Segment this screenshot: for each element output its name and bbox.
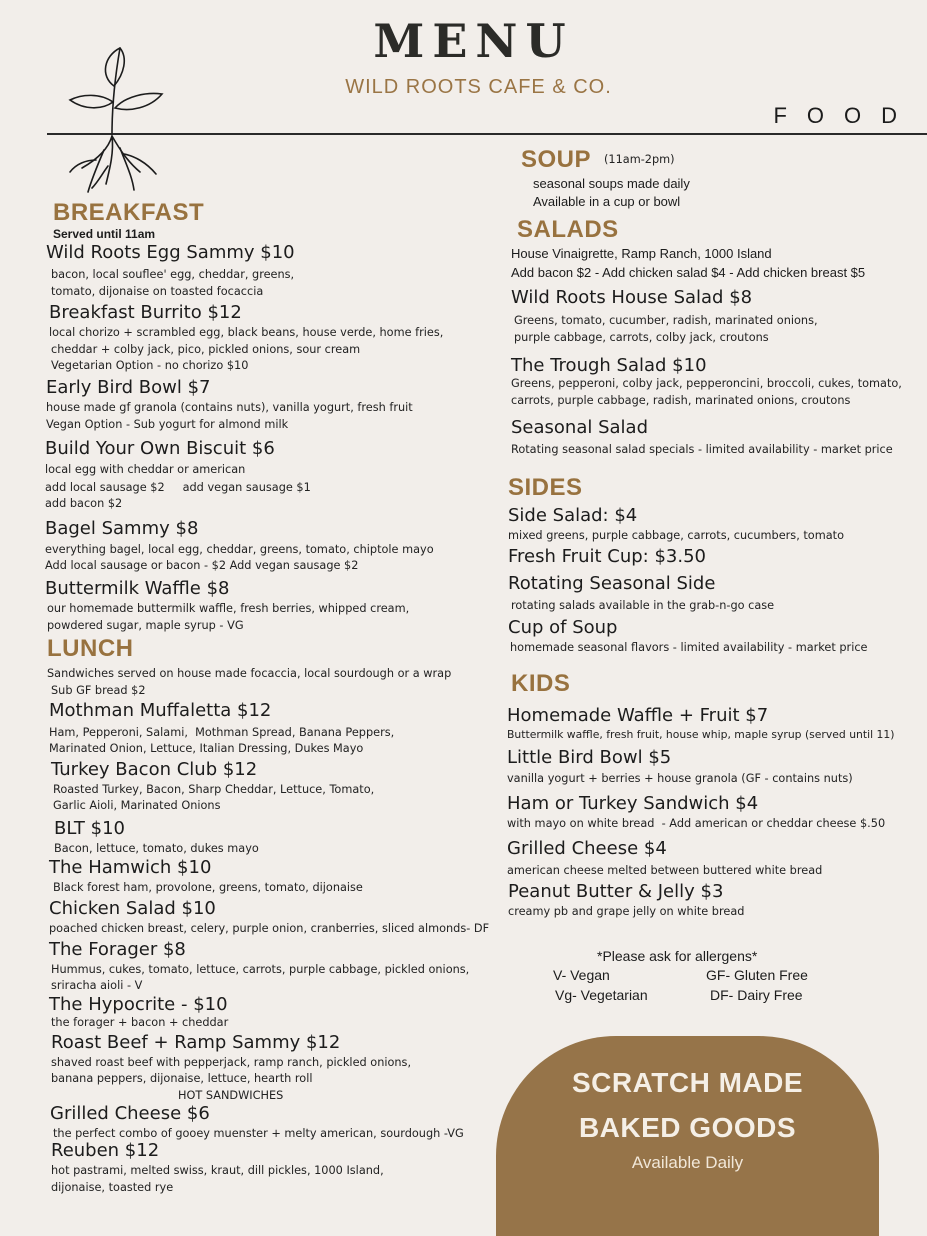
item-fresh-fruit-cup: Fresh Fruit Cup: $3.50 xyxy=(508,546,706,567)
soup-heading: SOUP xyxy=(521,146,592,173)
salads-dressings: House Vinaigrette, Ramp Ranch, 1000 Island xyxy=(511,246,772,261)
salads-add-ons: Add bacon $2 - Add chicken salad $4 - Add chicken breast $5 xyxy=(511,265,866,280)
item-description: Buttermilk waffle, fresh fruit, house whip, maple syrup (served until 11) xyxy=(507,728,895,741)
item-description: banana peppers, dijonaise, lettuce, hearth roll xyxy=(51,1072,313,1085)
item-the-trough-salad: The Trough Salad $10 xyxy=(511,355,707,376)
item-turkey-bacon-club: Turkey Bacon Club $12 xyxy=(51,759,258,780)
item-mothman-muffaletta: Mothman Muffaletta $12 xyxy=(49,700,272,721)
item-wild-roots-egg-sammy: Wild Roots Egg Sammy $10 xyxy=(46,242,295,263)
item-description: Hummus, cukes, tomato, lettuce, carrots, purple cabbage, pickled onions, xyxy=(51,963,470,976)
item-description: american cheese melted between buttered white bread xyxy=(507,864,823,877)
allergens-title: *Please ask for allergens* xyxy=(597,948,758,964)
item-description: mixed greens, purple cabbage, carrots, cucumbers, tomato xyxy=(508,529,844,542)
item-side-salad: Side Salad: $4 xyxy=(508,505,638,526)
item-description: everything bagel, local egg, cheddar, greens, tomato, chiptole mayo xyxy=(45,543,434,556)
lunch-note: Sandwiches served on house made focaccia, local sourdough or a wrap xyxy=(47,667,452,680)
item-description: Bacon, lettuce, tomato, dukes mayo xyxy=(54,842,259,855)
item-description: purple cabbage, carrots, colby jack, croutons xyxy=(514,331,769,344)
item-description: local chorizo + scrambled egg, black beans, house verde, home fries, xyxy=(49,326,444,339)
item-the-forager: The Forager $8 xyxy=(49,939,186,960)
item-description: local egg with cheddar or american xyxy=(45,463,246,476)
item-peanut-butter-jelly: Peanut Butter & Jelly $3 xyxy=(508,881,724,902)
item-description: Greens, pepperoni, colby jack, pepperoncini, broccoli, cukes, tomato, xyxy=(511,377,902,390)
item-description: tomato, dijonaise on toasted focaccia xyxy=(51,285,264,298)
item-description: Greens, tomato, cucumber, radish, marinated onions, xyxy=(514,314,818,327)
sides-heading: SIDES xyxy=(508,474,583,501)
allergen-vegetarian: Vg- Vegetarian xyxy=(555,987,648,1003)
food-label: FOOD xyxy=(773,103,917,128)
item-add-ons: add bacon $2 xyxy=(45,497,123,510)
item-add-ons: Add local sausage or bacon - $2 Add vegan sausage $2 xyxy=(45,559,359,572)
item-description: shaved roast beef with pepperjack, ramp ranch, pickled onions, xyxy=(51,1056,412,1069)
item-description: our homemade buttermilk waffle, fresh berries, whipped cream, xyxy=(47,602,410,615)
baked-goods-subtitle: Available Daily xyxy=(631,1153,744,1172)
lunch-note: Sub GF bread $2 xyxy=(51,684,146,697)
item-description: carrots, purple cabbage, radish, marinated onions, croutons xyxy=(511,394,851,407)
item-little-bird-bowl: Little Bird Bowl $5 xyxy=(507,747,672,768)
item-buttermilk-waffle: Buttermilk Waffle $8 xyxy=(45,578,230,599)
item-ham-or-turkey-sandwich: Ham or Turkey Sandwich $4 xyxy=(507,793,759,814)
item-description: hot pastrami, melted swiss, kraut, dill pickles, 1000 Island, xyxy=(51,1164,384,1177)
kids-heading: KIDS xyxy=(511,670,571,697)
item-seasonal-salad: Seasonal Salad xyxy=(511,417,648,438)
item-bagel-sammy: Bagel Sammy $8 xyxy=(45,518,199,539)
item-description: Roasted Turkey, Bacon, Sharp Cheddar, Lettuce, Tomato, xyxy=(53,783,375,796)
item-add-ons: add local sausage $2 add vegan sausage $1 xyxy=(45,481,311,494)
menu-title: MENU xyxy=(373,14,574,68)
item-the-hamwich: The Hamwich $10 xyxy=(49,857,212,878)
item-description: the perfect combo of gooey muenster + melty american, sourdough -VG xyxy=(53,1127,464,1140)
baked-goods-line2: BAKED GOODS xyxy=(578,1112,797,1143)
item-description: vanilla yogurt + berries + house granola (GF - contains nuts) xyxy=(507,772,853,785)
item-blt: BLT $10 xyxy=(54,818,125,839)
baked-goods-line1: SCRATCH MADE xyxy=(571,1067,804,1098)
item-build-your-own-biscuit: Build Your Own Biscuit $6 xyxy=(45,438,275,459)
item-description: house made gf granola (contains nuts), vanilla yogurt, fresh fruit xyxy=(46,401,413,414)
item-description: Ham, Pepperoni, Salami, Mothman Spread, Banana Peppers, xyxy=(49,726,395,739)
soup-description: seasonal soups made daily xyxy=(533,176,690,191)
item-the-hypocrite: The Hypocrite - $10 xyxy=(49,994,228,1015)
header-divider xyxy=(47,133,927,135)
hot-sandwiches-label: HOT SANDWICHES xyxy=(178,1089,284,1102)
item-description: Rotating seasonal salad specials - limited availability - market price xyxy=(511,443,893,456)
item-option: Vegan Option - Sub yogurt for almond milk xyxy=(46,418,289,431)
item-early-bird-bowl: Early Bird Bowl $7 xyxy=(46,377,211,398)
soup-hours: (11am-2pm) xyxy=(604,153,675,166)
item-description: rotating salads available in the grab-n-go case xyxy=(511,599,775,612)
allergen-vegan: V- Vegan xyxy=(553,967,610,983)
item-chicken-salad: Chicken Salad $10 xyxy=(49,898,216,919)
item-description: the forager + bacon + cheddar xyxy=(51,1016,229,1029)
item-description: Garlic Aioli, Marinated Onions xyxy=(53,799,221,812)
item-option: Vegetarian Option - no chorizo $10 xyxy=(51,359,249,372)
item-homemade-waffle-fruit: Homemade Waffle + Fruit $7 xyxy=(507,705,769,726)
item-description: Black forest ham, provolone, greens, tomato, dijonaise xyxy=(53,881,363,894)
item-roast-beef-ramp-sammy: Roast Beef + Ramp Sammy $12 xyxy=(51,1032,341,1053)
item-description: with mayo on white bread - Add american or cheddar cheese $.50 xyxy=(507,817,886,830)
item-description: creamy pb and grape jelly on white bread xyxy=(508,905,745,918)
lunch-heading: LUNCH xyxy=(47,635,134,662)
item-description: dijonaise, toasted rye xyxy=(51,1181,174,1194)
item-description: cheddar + colby jack, pico, pickled onions, sour cream xyxy=(51,343,361,356)
allergen-gluten-free: GF- Gluten Free xyxy=(706,967,808,983)
salads-heading: SALADS xyxy=(517,216,619,243)
item-description: powdered sugar, maple syrup - VG xyxy=(47,619,244,632)
item-breakfast-burrito: Breakfast Burrito $12 xyxy=(49,302,242,323)
breakfast-note: Served until 11am xyxy=(53,227,156,241)
item-wild-roots-house-salad: Wild Roots House Salad $8 xyxy=(511,287,753,308)
item-description: bacon, local souflee' egg, cheddar, greens, xyxy=(51,268,295,281)
item-cup-of-soup: Cup of Soup xyxy=(508,617,618,638)
item-grilled-cheese: Grilled Cheese $6 xyxy=(50,1103,210,1124)
cafe-name: WILD ROOTS CAFE & CO. xyxy=(345,76,612,98)
item-description: sriracha aioli - V xyxy=(51,979,143,992)
item-description: Marinated Onion, Lettuce, Italian Dressing, Dukes Mayo xyxy=(49,742,364,755)
soup-description: Available in a cup or bowl xyxy=(533,194,681,209)
item-kids-grilled-cheese: Grilled Cheese $4 xyxy=(507,838,667,859)
item-description: poached chicken breast, celery, purple onion, cranberries, sliced almonds- DF xyxy=(49,922,490,935)
item-description: homemade seasonal flavors - limited availability - market price xyxy=(510,641,868,654)
allergen-dairy-free: DF- Dairy Free xyxy=(710,987,803,1003)
sprout-with-roots-icon xyxy=(62,38,172,198)
breakfast-heading: BREAKFAST xyxy=(53,199,205,226)
item-reuben: Reuben $12 xyxy=(51,1140,160,1161)
item-rotating-seasonal-side: Rotating Seasonal Side xyxy=(508,573,716,594)
